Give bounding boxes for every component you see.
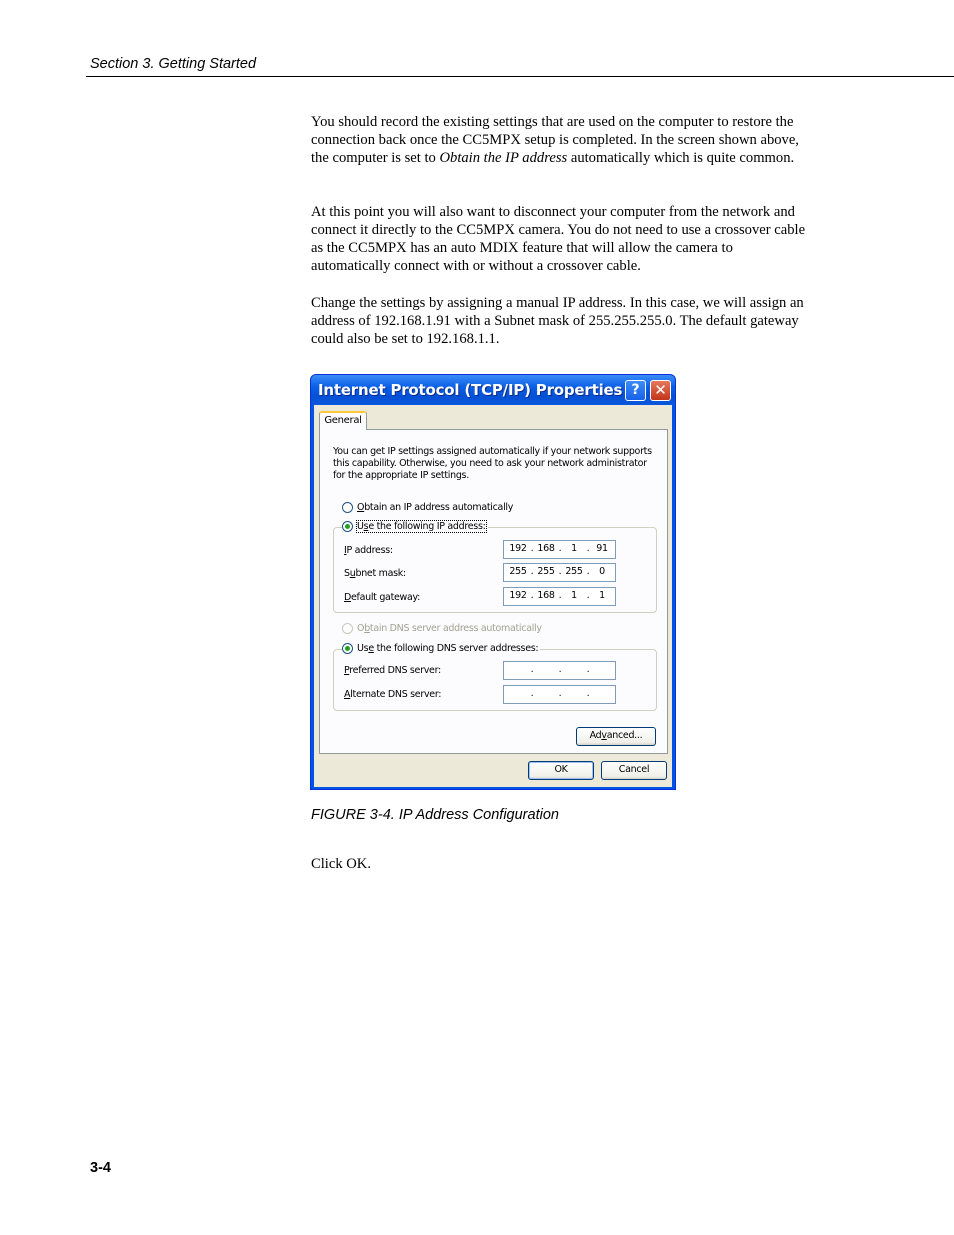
subnet-octet-4[interactable]: 0 bbox=[599, 566, 605, 577]
radio-label: Use the following DNS server addresses: bbox=[357, 643, 539, 654]
gateway-octet-4[interactable]: 1 bbox=[599, 590, 605, 601]
paragraph-change-settings bbox=[311, 294, 811, 348]
radio-obtain-ip-automatically[interactable] bbox=[342, 502, 513, 513]
radio-button-selected[interactable] bbox=[342, 643, 353, 654]
gateway-octet-3[interactable]: 1 bbox=[571, 590, 577, 601]
alternate-dns-field[interactable]: . . . bbox=[503, 685, 616, 704]
ip-address-field[interactable]: 192 . 168 . 1 . 91 bbox=[503, 540, 616, 559]
radio-obtain-dns-automatically[interactable] bbox=[342, 623, 542, 634]
paragraph-2-text: At this point you will also want to disconnect your computer from the network and connect it directly to the CC5MPX camera. You do not need to use a crossover cable as the CC5MPX has an auto MDIX feature that will allow the camera to automatically connect with or without a crossover cable. bbox=[311, 204, 806, 274]
advanced-button[interactable]: Advanced... bbox=[576, 727, 656, 746]
ip-octet-4[interactable]: 91 bbox=[596, 543, 608, 554]
subnet-octet-1[interactable]: 255 bbox=[509, 566, 527, 577]
paragraph-1-text-b: automatically which is quite common. bbox=[567, 150, 795, 166]
radio-use-following-ip[interactable] bbox=[342, 521, 488, 532]
tab-general[interactable]: General bbox=[319, 411, 367, 430]
subnet-octet-3[interactable]: 255 bbox=[565, 566, 583, 577]
paragraph-record-settings bbox=[311, 113, 811, 167]
radio-label: Obtain DNS server address automatically bbox=[357, 623, 542, 634]
paragraph-1-text-a: You should record the existing settings that are used on the computer to restore the connection back once the CC5MPX setup is completed. In the screen shown above, the computer is set to bbox=[311, 114, 799, 166]
close-icon[interactable]: ✕ bbox=[650, 380, 671, 401]
figure-caption: FIGURE 3-4. IP Address Configuration bbox=[311, 807, 559, 823]
subnet-mask-field[interactable]: 255 . 255 . 255 . 0 bbox=[503, 563, 616, 582]
ip-octet-2[interactable]: 168 bbox=[537, 543, 555, 554]
alternate-dns-label: Alternate DNS server: bbox=[344, 689, 442, 700]
gateway-octet-2[interactable]: 168 bbox=[537, 590, 555, 601]
section-header: Section 3. Getting Started bbox=[90, 56, 257, 72]
preferred-dns-field[interactable]: . . . bbox=[503, 661, 616, 680]
radio-use-following-dns[interactable] bbox=[342, 643, 540, 654]
dialog-client-area bbox=[314, 405, 672, 787]
page-number: 3-4 bbox=[90, 1160, 111, 1176]
general-tab-panel bbox=[319, 429, 668, 754]
dns-settings-group bbox=[333, 649, 657, 711]
default-gateway-field[interactable]: 192 . 168 . 1 . 1 bbox=[503, 587, 616, 606]
paragraph-3-text: Change the settings by assigning a manual IP address. In this case, we will assign an address of 192.168.1.91 with a Subnet mask of 255.255.255.0. The default gateway could also be set to 192.168.1.1. bbox=[311, 295, 804, 347]
preferred-dns-label: Preferred DNS server: bbox=[344, 665, 441, 676]
header-rule bbox=[86, 76, 954, 77]
ip-octet-1[interactable]: 192 bbox=[509, 543, 527, 554]
paragraph-1-italic: Obtain the IP address bbox=[439, 150, 568, 166]
subnet-mask-label: Subnet mask: bbox=[344, 568, 406, 579]
radio-button-disabled[interactable] bbox=[342, 623, 353, 634]
paragraph-4-text: Click OK. bbox=[311, 856, 371, 872]
intro-text: You can get IP settings assigned automatically if your network supports this capability. Otherwise, you need to ask your network administrator for the appropriate IP settings. bbox=[333, 446, 652, 481]
dialog-titlebar[interactable] bbox=[311, 375, 675, 405]
gateway-octet-1[interactable]: 192 bbox=[509, 590, 527, 601]
radio-label: Obtain an IP address automatically bbox=[357, 502, 514, 513]
radio-button[interactable] bbox=[342, 502, 353, 513]
paragraph-click-ok bbox=[311, 855, 811, 873]
radio-button-selected[interactable] bbox=[342, 521, 353, 532]
cancel-button[interactable]: Cancel bbox=[601, 761, 667, 780]
paragraph-disconnect bbox=[311, 203, 811, 275]
help-icon[interactable]: ? bbox=[625, 380, 646, 401]
radio-label: Use the following IP address: bbox=[357, 521, 486, 532]
dialog-title: Internet Protocol (TCP/IP) Properties bbox=[318, 381, 623, 399]
default-gateway-label: Default gateway: bbox=[344, 592, 421, 603]
subnet-octet-2[interactable]: 255 bbox=[537, 566, 555, 577]
ip-settings-group bbox=[333, 527, 657, 613]
ip-address-label: IP address: bbox=[344, 545, 393, 556]
tcpip-properties-dialog bbox=[310, 374, 676, 790]
ok-button[interactable]: OK bbox=[528, 761, 594, 780]
ip-octet-3[interactable]: 1 bbox=[571, 543, 577, 554]
